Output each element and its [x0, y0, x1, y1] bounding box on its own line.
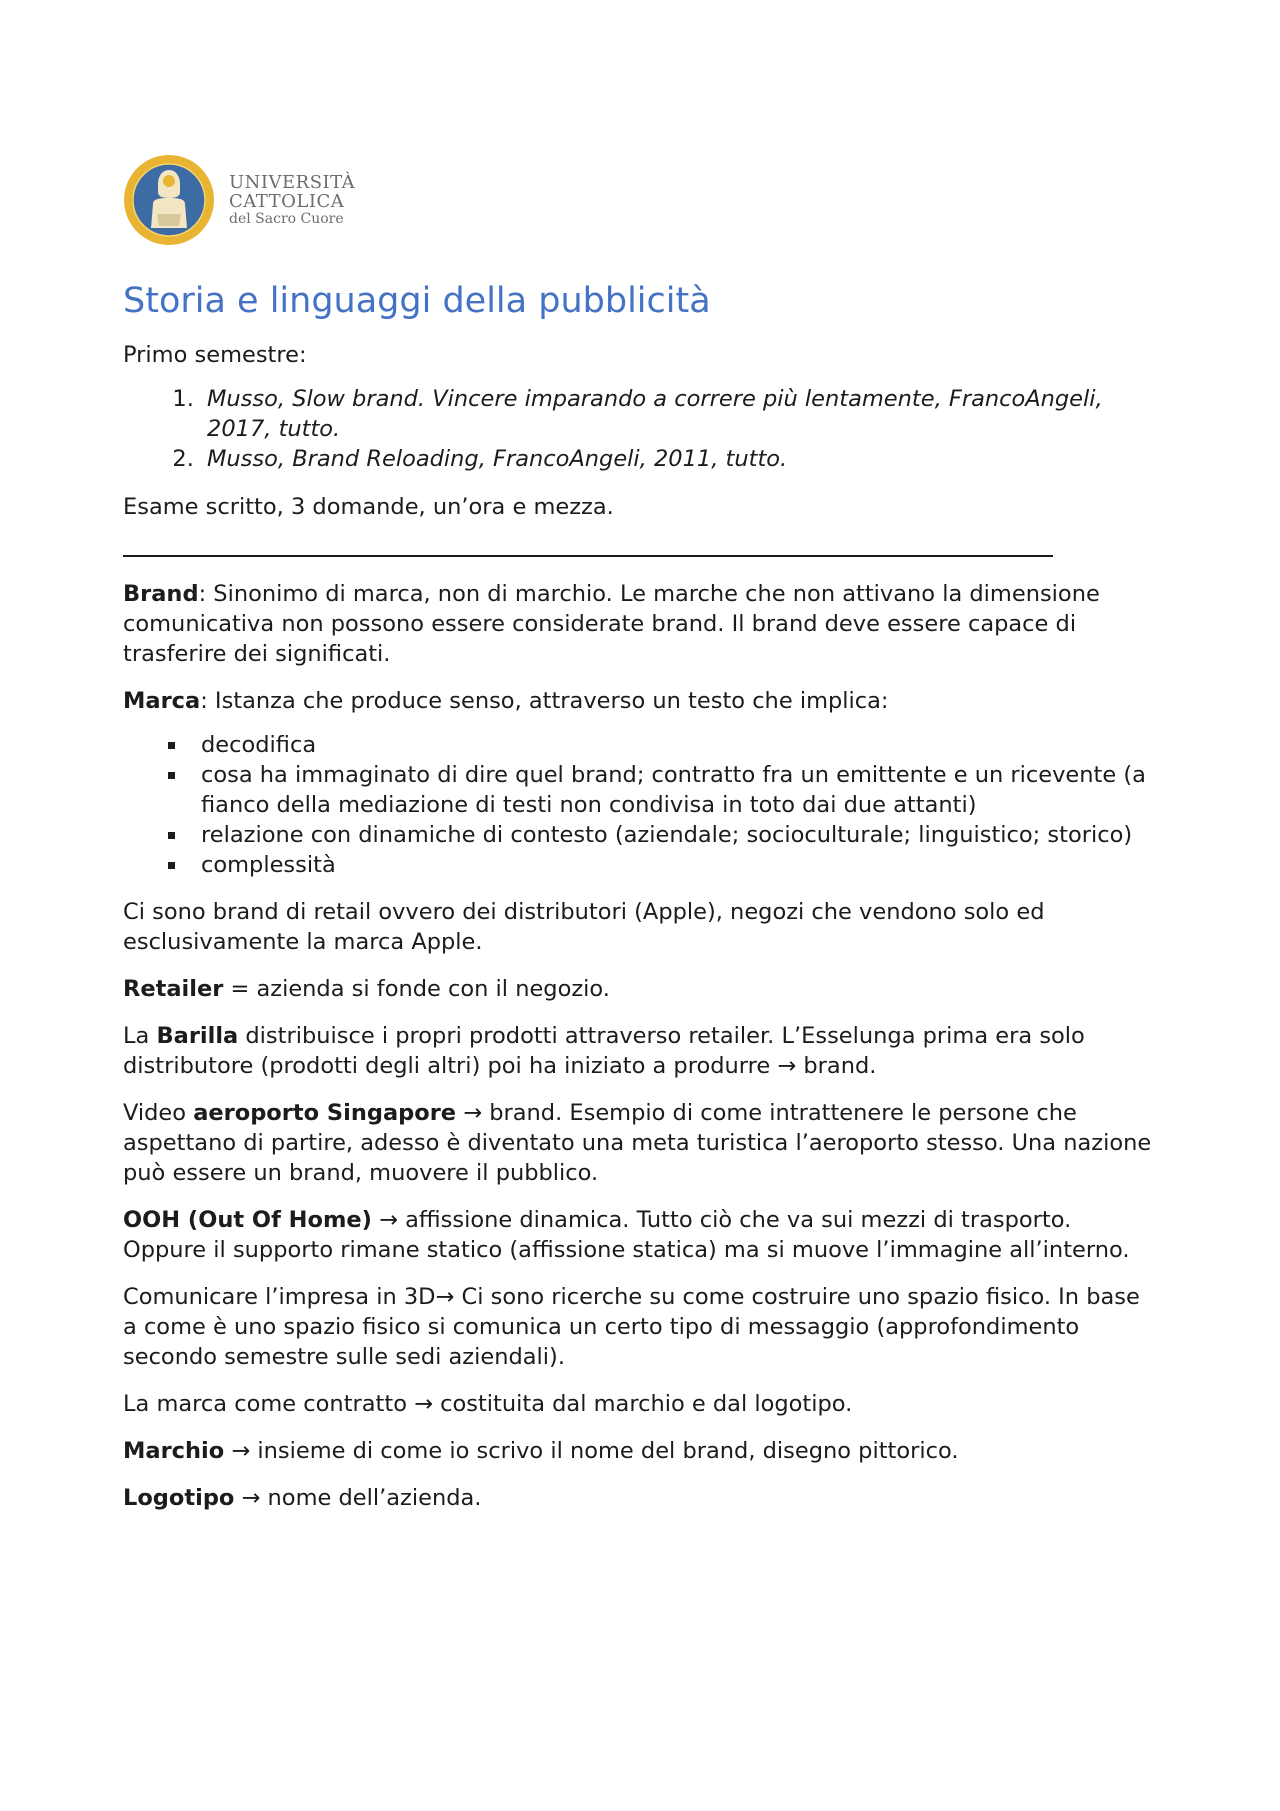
marchio-definition: [123, 1436, 1160, 1466]
term-marca: Marca: [123, 688, 201, 714]
term-barilla: Barilla: [156, 1023, 239, 1049]
horizontal-divider: [123, 555, 1053, 557]
marca-definition: [123, 686, 1160, 716]
singapore-paragraph: [123, 1098, 1160, 1188]
barilla-paragraph: [123, 1021, 1160, 1081]
marca-text: : Istanza che produce senso, attraverso un testo che implica:: [200, 688, 889, 714]
university-logo: [123, 150, 1160, 250]
book-item: 2. Musso, Brand Reloading, FrancoAngeli, 2011, tutto.: [201, 444, 1160, 474]
university-seal-icon: [123, 154, 215, 246]
list-item: relazione con dinamiche di contesto (aziendale; socioculturale; linguistico; storico): [201, 820, 1160, 850]
contratto-paragraph: La marca come contratto → costituita dal marchio e dal logotipo.: [123, 1391, 853, 1417]
list-item: cosa ha immaginato di dire quel brand; contratto fra un emittente e un ricevente (a fianco della mediazione di testi non condivisa in toto dai due attanti): [201, 760, 1160, 820]
semester-label: Primo semestre:: [123, 342, 307, 368]
term-singapore: aeroporto Singapore: [193, 1100, 457, 1126]
logo-line-3: del Sacro Cuore: [229, 210, 344, 227]
singapore-pre: Video: [123, 1100, 194, 1126]
list-item: decodifica: [201, 730, 1160, 760]
university-name: [229, 171, 356, 227]
term-ooh: OOH (Out Of Home): [123, 1207, 372, 1233]
retailer-text: = azienda si fonde con il negozio.: [223, 976, 610, 1002]
logo-line-2: CATTOLICA: [229, 190, 345, 212]
logotipo-text: → nome dell’azienda.: [234, 1485, 482, 1511]
brand-text: : Sinonimo di marca, non di marchio. Le marche che non attivano la dimensione comunicativa non possono essere considerate brand. Il brand deve essere capace di trasferire dei significati.: [123, 581, 1100, 667]
ooh-text: → affissione dinamica. Tutto ciò che va sui mezzi di trasporto. Oppure il supporto rimane statico (affissione statica) ma si muove l’immagine all’interno.: [123, 1207, 1130, 1263]
document-title: Storia e linguaggi della pubblicità: [123, 281, 711, 321]
barilla-pre: La: [123, 1023, 157, 1049]
book-item: 1. Musso, Slow brand. Vincere imparando a correre più lentamente, FrancoAngeli, 2017, tutto.: [201, 384, 1160, 444]
barilla-text: distribuisce i propri prodotti attraverso retailer. L’Esselunga prima era solo distributore (prodotti degli altri) poi ha iniziato a produrre → brand.: [123, 1023, 1085, 1079]
book-list: [123, 384, 1160, 474]
term-retailer: Retailer: [123, 976, 224, 1002]
retailer-definition: [123, 974, 1160, 1004]
marchio-text: → insieme di come io scrivo il nome del brand, disegno pittorico.: [224, 1438, 959, 1464]
exam-info: Esame scritto, 3 domande, un’ora e mezza.: [123, 494, 614, 520]
logo-line-1: UNIVERSITÀ: [229, 171, 356, 193]
term-brand: Brand: [123, 581, 199, 607]
brand-definition: [123, 579, 1160, 669]
term-marchio: Marchio: [123, 1438, 225, 1464]
impresa-3d-paragraph: Comunicare l’impresa in 3D→ Ci sono ricerche su come costruire uno spazio fisico. In base a come è uno spazio fisico si comunica un certo tipo di messaggio (approfondimento secondo semestre sulle sedi aziendali).: [123, 1284, 1140, 1370]
retail-brand-paragraph: Ci sono brand di retail ovvero dei distributori (Apple), negozi che vendono solo ed esclusivamente la marca Apple.: [123, 899, 1045, 955]
marca-features-list: [123, 730, 1160, 880]
term-logotipo: Logotipo: [123, 1485, 235, 1511]
list-item: complessità: [201, 850, 1160, 880]
singapore-text: → brand. Esempio di come intrattenere le persone che aspettano di partire, adesso è diventato una meta turistica l’aeroporto stesso. Una nazione può essere un brand, muovere il pubblico.: [123, 1100, 1152, 1186]
ooh-definition: [123, 1205, 1160, 1265]
logotipo-definition: [123, 1483, 1160, 1513]
